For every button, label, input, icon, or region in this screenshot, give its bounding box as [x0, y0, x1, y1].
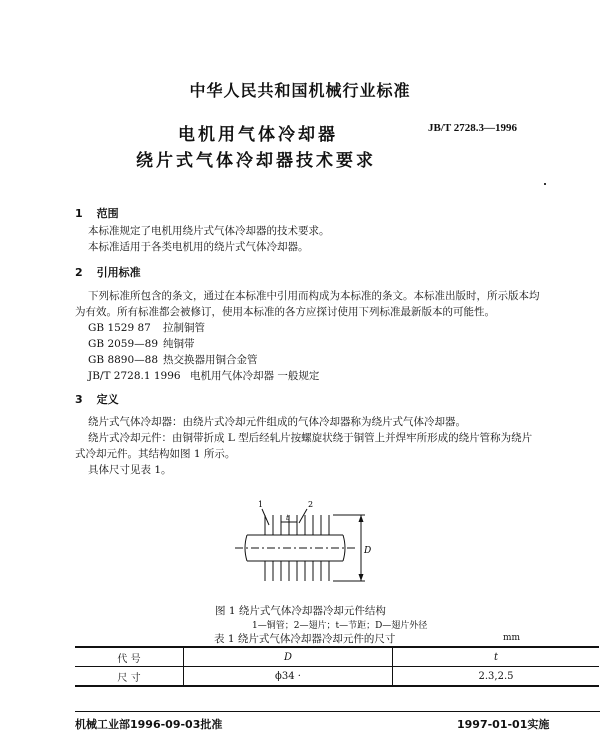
reference-code: GB 1529 87 [88, 322, 151, 334]
approval-date: 机械工业部1996-09-03批准 [75, 718, 223, 731]
table-header: 代 号 [75, 647, 184, 667]
label-2: 2 [308, 500, 314, 509]
label-1: 1 [258, 500, 264, 509]
table-cell: 尺 寸 [75, 667, 184, 687]
section-title: 范围 [96, 207, 119, 220]
document-title-line2: 绕片式气体冷却器技术要求 [136, 151, 376, 171]
reference-title: 电机用气体冷却器 一般规定 [190, 370, 320, 382]
table-header: D [184, 647, 393, 667]
section-2-heading [75, 264, 141, 280]
section-1-paragraph-2: 本标准适用于各类电机用的绕片式气体冷却器。 [88, 241, 309, 253]
reference-item [88, 369, 319, 383]
label-D: D [364, 546, 372, 556]
definition-2-line1: 绕片式冷却元件：由铜带折成 L 型后经轧片按螺旋状绕于铜管上并焊牢所形成的绕片管称为绕片 [88, 432, 533, 444]
section-number: 3 [75, 393, 83, 406]
finned-tube-diagram [225, 495, 395, 590]
section-2-paragraph-line1: 下列标准所包含的条文，通过在本标准中引用而构成为本标准的条文。本标准出版时，所示版本均 [88, 290, 540, 302]
section-number: 2 [75, 266, 83, 279]
document-title-line1: 电机用气体冷却器 [178, 125, 338, 145]
reference-item [88, 321, 205, 335]
dimension-table [75, 646, 599, 687]
arrowhead [359, 574, 364, 581]
definition-1: 绕片式气体冷却器：由绕片式冷却元件组成的气体冷却器称为绕片式气体冷却器。 [88, 416, 466, 428]
figure-caption: 图 1 绕片式气体冷却器冷却元件结构 [215, 605, 386, 617]
implementation-date: 1997-01-01实施 [457, 718, 550, 731]
reference-title: 拉制铜管 [163, 322, 205, 334]
table-title: 表 1 绕片式气体冷却器冷却元件的尺寸 [214, 633, 396, 645]
table-header: t [393, 647, 600, 667]
table-reference-text: 具体尺寸见表 1。 [88, 464, 172, 476]
reference-code: GB 8890—88 [88, 354, 159, 366]
table-row [75, 667, 599, 687]
figure-legend: 1—铜管；2—翅片；t—节距；D—翅片外径 [252, 621, 428, 631]
section-1-heading [75, 205, 119, 221]
definition-2-line2: 式冷却元件。其结构如图 1 所示。 [75, 448, 236, 460]
section-title: 定义 [96, 393, 119, 406]
speck-mark [544, 183, 546, 185]
reference-title: 热交换器用铜合金管 [163, 354, 258, 366]
section-1-paragraph-1: 本标准规定了电机用绕片式气体冷却器的技术要求。 [88, 225, 330, 237]
section-number: 1 [75, 207, 83, 220]
reference-code: JB/T 2728.1 1996 [88, 370, 181, 382]
standard-number: JB/T 2728.3—1996 [428, 122, 518, 134]
reference-item [88, 353, 258, 367]
table-cell: ϕ34 · [184, 667, 393, 687]
reference-title: 纯铜带 [163, 338, 195, 350]
section-title: 引用标准 [96, 266, 141, 279]
organization-heading: 中华人民共和国机械行业标准 [189, 81, 411, 100]
reference-item [88, 337, 195, 351]
table-header-row [75, 647, 599, 667]
label-t: t [286, 514, 289, 522]
arrowhead [359, 515, 364, 522]
section-2-paragraph-line2: 为有效。所有标准都会被修订，使用本标准的各方应探讨使用下列标准最新版本的可能性。 [75, 306, 495, 318]
table-cell: 2.3,2.5 [393, 667, 600, 687]
reference-code: GB 2059—89 [88, 338, 159, 350]
leader-line-2 [299, 509, 307, 523]
table-unit: mm [503, 633, 521, 643]
footer-rule [75, 711, 600, 712]
section-3-heading [75, 391, 119, 407]
